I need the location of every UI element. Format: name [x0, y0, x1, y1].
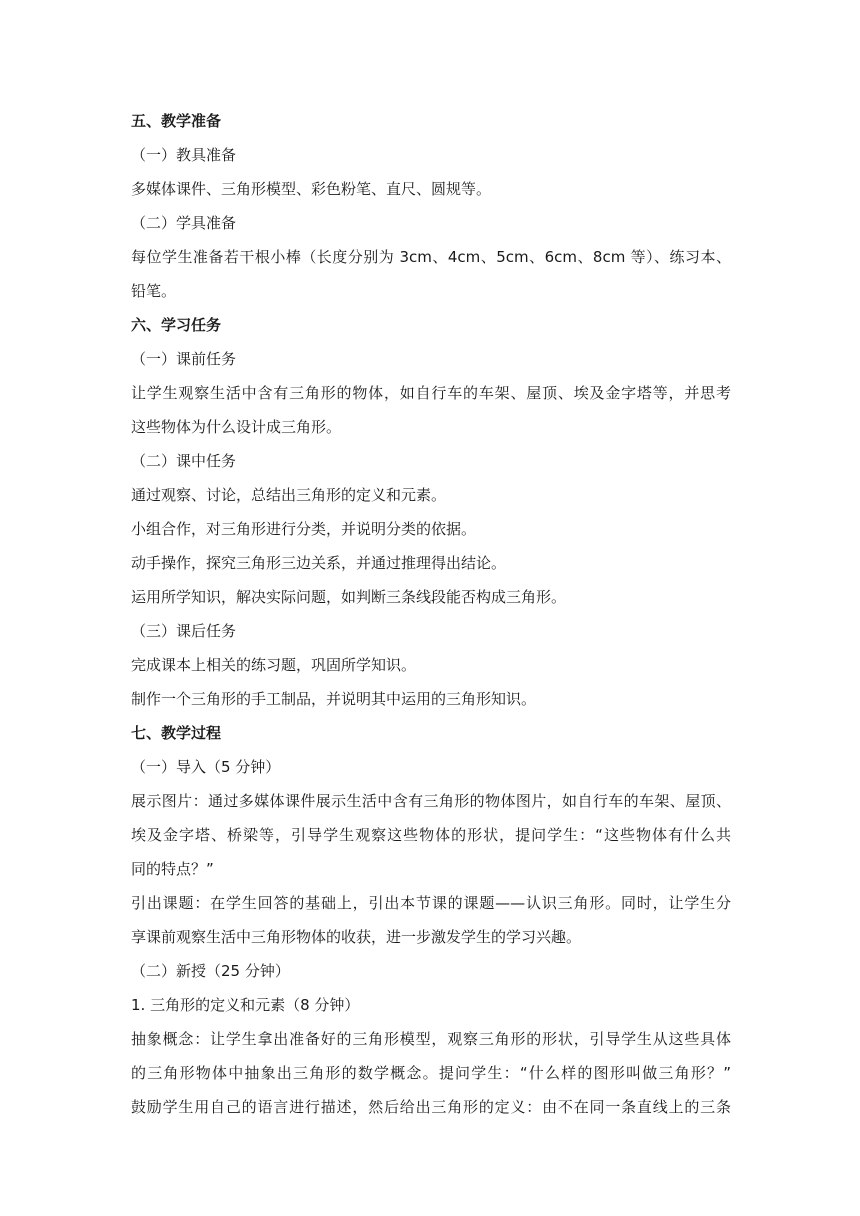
paragraph-line: 引出课题：在学生回答的基础上，引出本节课的课题——认识三角形。同时，让学生分 [131, 894, 731, 912]
paragraph-line: 通过观察、讨论，总结出三角形的定义和元素。 [131, 486, 447, 504]
document-page [131, 104, 731, 1124]
paragraph-line: 鼓励学生用自己的语言进行描述，然后给出三角形的定义：由不在同一条直线上的三条 [131, 1098, 731, 1116]
subsection-heading: （三）课后任务 [131, 622, 237, 640]
subsection-heading: （二）课中任务 [131, 452, 237, 470]
paragraph-line: 每位学生准备若干根小棒（长度分别为 3cm、4cm、5cm、6cm、8cm 等）、练习本、 [131, 248, 731, 266]
paragraph-line: 这些物体为什么设计成三角形。 [131, 418, 342, 436]
paragraph-line: 铅笔。 [131, 282, 177, 300]
subsection-heading: （二）学具准备 [131, 214, 237, 232]
paragraph-line: 让学生观察生活中含有三角形的物体，如自行车的车架、屋顶、埃及金字塔等，并思考 [131, 384, 731, 402]
paragraph-line: 动手操作，探究三角形三边关系，并通过推理得出结论。 [131, 554, 507, 572]
section-heading: 六、学习任务 [131, 316, 222, 334]
paragraph-line: 同的特点？” [131, 860, 214, 878]
paragraph-line: 埃及金字塔、桥梁等，引导学生观察这些物体的形状，提问学生：“这些物体有什么共 [131, 826, 731, 844]
paragraph-line: 多媒体课件、三角形模型、彩色粉笔、直尺、圆规等。 [131, 180, 492, 198]
paragraph-line: 制作一个三角形的手工制品，并说明其中运用的三角形知识。 [131, 690, 537, 708]
paragraph-line: 享课前观察生活中三角形物体的收获，进一步激发学生的学习兴趣。 [131, 928, 582, 946]
subsection-heading: （一）导入（5 分钟） [131, 758, 281, 776]
subsection-heading: （一）课前任务 [131, 350, 237, 368]
section-heading: 五、教学准备 [131, 112, 222, 130]
paragraph-line: 小组合作，对三角形进行分类，并说明分类的依据。 [131, 520, 477, 538]
paragraph-line: 展示图片：通过多媒体课件展示生活中含有三角形的物体图片，如自行车的车架、屋顶、 [131, 792, 731, 810]
paragraph-line: 运用所学知识，解决实际问题，如判断三条线段能否构成三角形。 [131, 588, 567, 606]
section-heading: 七、教学过程 [131, 724, 222, 742]
paragraph-line: 1. 三角形的定义和元素（8 分钟） [131, 996, 360, 1014]
subsection-heading: （二）新授（25 分钟） [131, 962, 290, 980]
paragraph-line: 抽象概念：让学生拿出准备好的三角形模型，观察三角形的形状，引导学生从这些具体 [131, 1030, 731, 1048]
paragraph-line: 完成课本上相关的练习题，巩固所学知识。 [131, 656, 417, 674]
paragraph-line: 的三角形物体中抽象出三角形的数学概念。提问学生：“什么样的图形叫做三角形？” [131, 1064, 731, 1082]
subsection-heading: （一）教具准备 [131, 146, 237, 164]
